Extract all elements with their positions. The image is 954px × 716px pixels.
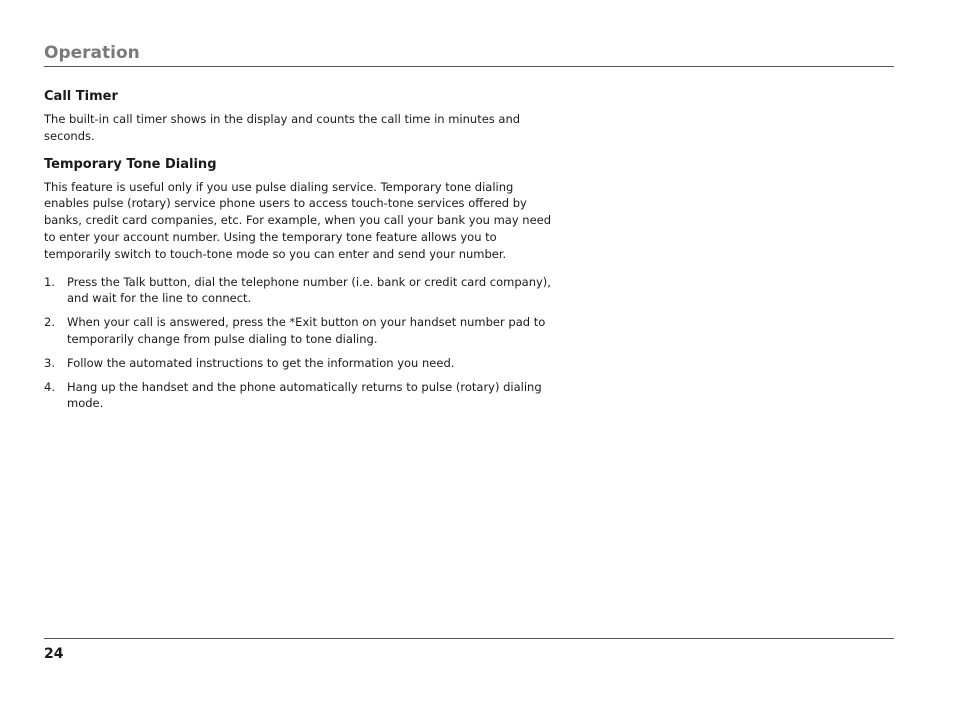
footer-divider <box>44 638 894 639</box>
list-item <box>44 274 554 308</box>
step-text: Press the Talk button, dial the telephone number (i.e. bank or credit card company), and wait for the line to connect. <box>67 274 551 306</box>
call-timer-section <box>44 88 554 145</box>
step-number: 2. <box>44 315 55 330</box>
header-divider <box>44 66 894 67</box>
step-text: Hang up the handset and the phone automatically returns to pulse (rotary) dialing mode. <box>67 379 542 411</box>
list-item <box>44 379 554 413</box>
temporary-tone-dialing-section <box>44 156 554 413</box>
page-number: 24 <box>44 646 64 662</box>
section-paragraph: This feature is useful only if you use pulse dialing service. Temporary tone dialing enables pulse (rotary) service phone users to access touch-tone services offered by banks, credit card companies, etc. For example, when you call your bank you may need to enter your account number. Using the temporary tone feature allows you to temporarily switch to touch-tone mode so you can enter and send your number. <box>44 179 552 261</box>
step-number: 4. <box>44 379 55 394</box>
page-title: Operation <box>44 43 140 63</box>
section-heading: Call Timer <box>44 89 118 104</box>
list-item <box>44 314 554 348</box>
step-number: 3. <box>44 355 55 370</box>
section-paragraph: The built-in call timer shows in the display and counts the call time in minutes and seconds. <box>44 112 521 143</box>
section-heading: Temporary Tone Dialing <box>44 156 217 172</box>
step-text: Follow the automated instructions to get the information you need. <box>67 355 455 370</box>
step-text: When your call is answered, press the *Exit button on your handset number pad to temporarily change from pulse dialing to tone dialing. <box>67 315 546 346</box>
step-number: 1. <box>44 274 55 289</box>
steps-list <box>44 274 554 413</box>
main-content <box>44 88 554 419</box>
list-item <box>44 355 554 372</box>
